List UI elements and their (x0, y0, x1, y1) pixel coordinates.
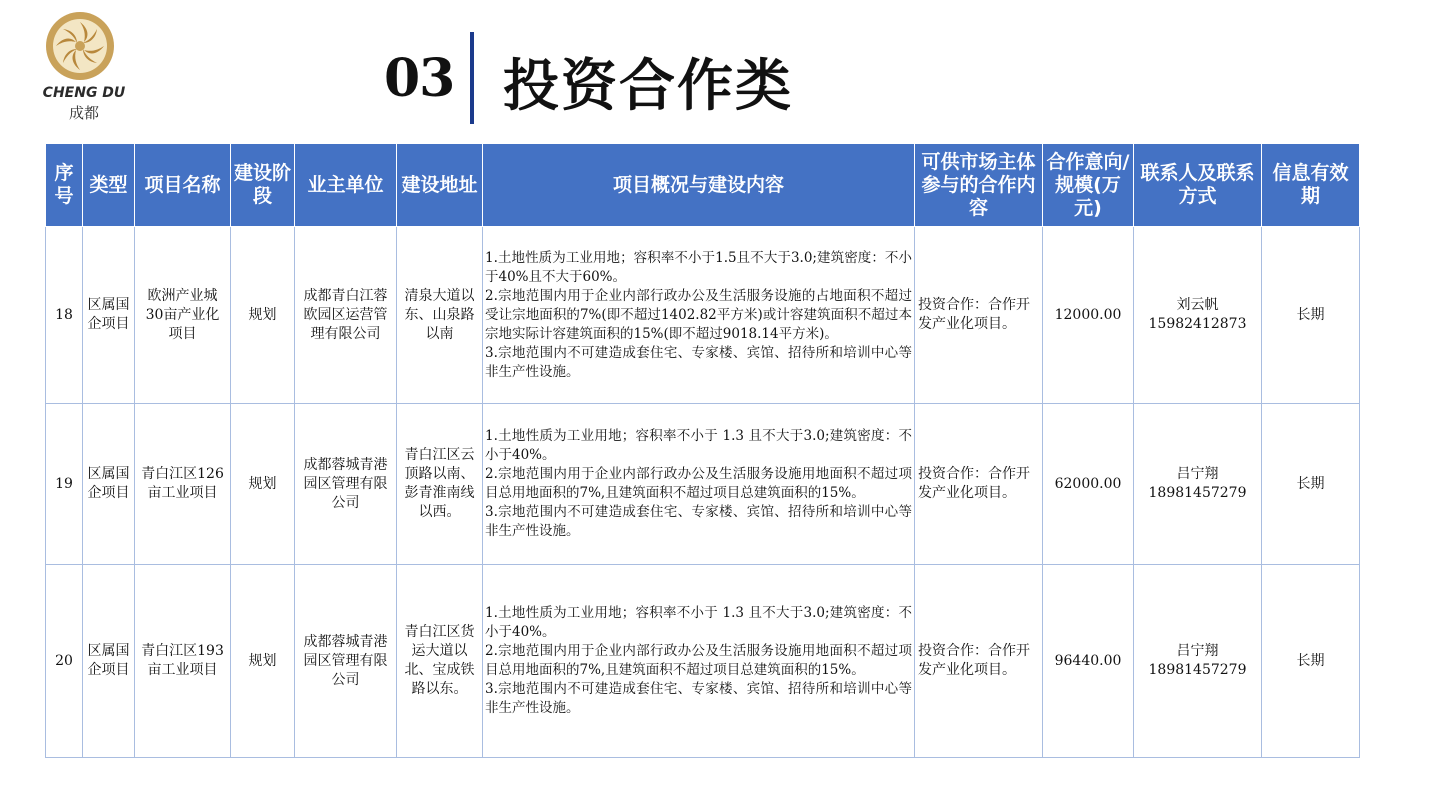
cell-name: 青白江区193亩工业项目 (135, 565, 231, 758)
table-row (46, 404, 1360, 565)
header-scale: 合作意向/规模(万元) (1043, 144, 1134, 227)
overview-item: 2.宗地范围内用于企业内部行政办公及生活服务设施用地面积不超过项目总用地面积的7%,且建筑面积不超过项目总建筑面积的15%。 (485, 466, 912, 501)
cell-owner: 成都蓉城青港园区管理有限公司 (295, 404, 397, 565)
cell-no: 18 (46, 227, 83, 404)
cell-no: 19 (46, 404, 83, 565)
table-row (46, 565, 1360, 758)
cell-overview (483, 565, 915, 758)
table-header-row (46, 144, 1360, 227)
cell-stage: 规划 (231, 565, 295, 758)
contact-name: 刘云帆 (1176, 297, 1219, 313)
header-address: 建设地址 (397, 144, 483, 227)
cell-validity: 长期 (1262, 227, 1360, 404)
header-stage: 建设阶段 (231, 144, 295, 227)
cell-validity: 长期 (1262, 404, 1360, 565)
contact-phone: 18981457279 (1148, 485, 1247, 501)
sun-emblem-icon (44, 10, 116, 82)
header-overview: 项目概况与建设内容 (483, 144, 915, 227)
header-validity: 信息有效期 (1262, 144, 1360, 227)
contact-phone: 15982412873 (1148, 316, 1247, 332)
cell-no: 20 (46, 565, 83, 758)
logo-sub: 成都 (68, 104, 99, 122)
header-type: 类型 (83, 144, 135, 227)
project-table (45, 143, 1360, 758)
cell-scale: 62000.00 (1043, 404, 1134, 565)
cell-validity: 长期 (1262, 565, 1360, 758)
cell-type: 区属国企项目 (83, 565, 135, 758)
cell-stage: 规划 (231, 227, 295, 404)
overview-item: 1.土地性质为工业用地；容积率不小于1.5且不大于3.0;建筑密度：不小于40%且不大于60%。 (485, 249, 912, 285)
logo-text: CHENG DU (42, 85, 126, 101)
contact-name: 吕宁翔 (1176, 466, 1219, 482)
overview-item: 1.土地性质为工业用地；容积率不小于 1.3 且不大于3.0;建筑密度：不小于40%。 (485, 605, 912, 640)
header-cooperation: 可供市场主体参与的合作内容 (915, 144, 1043, 227)
overview-item: 3.宗地范围内不可建造成套住宅、专家楼、宾馆、招待所和培训中心等非生产性设施。 (485, 681, 912, 716)
table-row (46, 227, 1360, 404)
section-title: 投资合作类 (503, 53, 793, 119)
cell-owner: 成都蓉城青港园区管理有限公司 (295, 565, 397, 758)
cell-contact (1134, 565, 1262, 758)
cell-contact (1134, 404, 1262, 565)
cell-cooperation: 投资合作：合作开发产业化项目。 (915, 227, 1043, 404)
overview-item: 3.宗地范围内不可建造成套住宅、专家楼、宾馆、招待所和培训中心等非生产性设施。 (485, 504, 912, 539)
cell-owner: 成都青白江蓉欧园区运营管理有限公司 (295, 227, 397, 404)
cell-contact (1134, 227, 1262, 404)
section-divider (470, 32, 474, 124)
header-name: 项目名称 (135, 144, 231, 227)
cell-type: 区属国企项目 (83, 227, 135, 404)
cell-overview (483, 227, 915, 404)
contact-name: 吕宁翔 (1176, 643, 1219, 659)
cell-type: 区属国企项目 (83, 404, 135, 565)
cell-address: 青白江区货运大道以北、宝成铁路以东。 (397, 565, 483, 758)
chengdu-logo (30, 10, 130, 125)
cell-stage: 规划 (231, 404, 295, 565)
cell-cooperation: 投资合作：合作开发产业化项目。 (915, 565, 1043, 758)
cell-overview (483, 404, 915, 565)
section-number: 03 (384, 48, 455, 109)
header-owner: 业主单位 (295, 144, 397, 227)
cell-cooperation: 投资合作：合作开发产业化项目。 (915, 404, 1043, 565)
header-no: 序号 (46, 144, 83, 227)
overview-item: 1.土地性质为工业用地；容积率不小于 1.3 且不大于3.0;建筑密度：不小于40%。 (485, 428, 912, 463)
cell-address: 清泉大道以东、山泉路以南 (397, 227, 483, 404)
overview-item: 3.宗地范围内不可建造成套住宅、专家楼、宾馆、招待所和培训中心等非生产性设施。 (485, 344, 912, 380)
cell-scale: 12000.00 (1043, 227, 1134, 404)
contact-phone: 18981457279 (1148, 662, 1247, 678)
header-contact: 联系人及联系方式 (1134, 144, 1262, 227)
cell-address: 青白江区云顶路以南、彭青淮南线以西。 (397, 404, 483, 565)
overview-item: 2.宗地范围内用于企业内部行政办公及生活服务设施的占地面积不超过受让宗地面积的7%(即不超过1402.82平方米)或计容建筑面积不超过本宗地实际计容建筑面积的15%(即不超过9018.14平方米)。 (485, 287, 912, 342)
cell-scale: 96440.00 (1043, 565, 1134, 758)
cell-name: 青白江区126亩工业项目 (135, 404, 231, 565)
cell-name: 欧洲产业城30亩产业化项目 (135, 227, 231, 404)
overview-item: 2.宗地范围内用于企业内部行政办公及生活服务设施用地面积不超过项目总用地面积的7%,且建筑面积不超过项目总建筑面积的15%。 (485, 643, 912, 678)
